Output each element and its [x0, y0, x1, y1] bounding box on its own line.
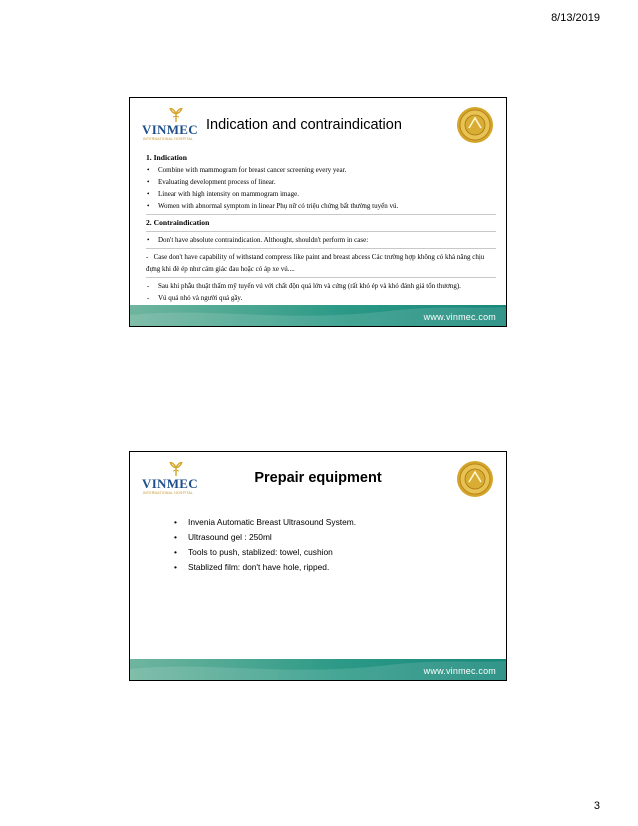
bird-icon	[168, 108, 184, 123]
list-item: • Combine with mammogram for breast cancer screening every year.	[146, 164, 496, 176]
list-item: • Evaluating development process of linear.	[146, 176, 496, 188]
print-date: 8/13/2019	[551, 12, 600, 24]
divider	[146, 231, 496, 232]
slide-body	[146, 152, 496, 316]
divider	[146, 214, 496, 215]
gold-seal-icon	[456, 460, 494, 498]
logo-wordmark: VINMEC	[142, 476, 198, 491]
indication-heading: 1. Indication	[146, 153, 187, 162]
contraindication-heading: 2. Contraindication	[146, 218, 210, 227]
logo-wordmark: VINMEC	[142, 122, 198, 137]
footer-url: www.vinmec.com	[423, 666, 496, 676]
list-item: • Linear with high intensity on mammogram image.	[146, 188, 496, 200]
list-item: • Women with abnormal symptom in linear Phụ nữ có triệu chứng bất thường tuyến vú.	[146, 200, 496, 212]
page-number: 3	[593, 800, 600, 812]
dash-prefix: -	[146, 253, 154, 261]
divider	[146, 248, 496, 249]
footer-url: www.vinmec.com	[423, 312, 496, 322]
list-item: • Stablized film: don't have hole, ripped.	[174, 560, 356, 575]
equipment-list	[174, 515, 356, 575]
slide-body	[174, 515, 356, 575]
dash-item: - Vú quá nhỏ và người quá gầy.	[147, 294, 243, 302]
list-item: • Tools to push, stablized: towel, cushion	[174, 545, 356, 560]
indication-list	[146, 164, 496, 212]
list-item: • Don't have absolute contraindication. Althought, shouldn't perform in case:	[146, 234, 496, 246]
divider	[146, 277, 496, 278]
slide-title: Prepair equipment	[254, 470, 382, 486]
gold-seal-icon	[456, 106, 494, 144]
list-item: • Ultrasound gel : 250ml	[174, 530, 356, 545]
vinmec-logo	[142, 108, 206, 144]
slide-indication	[129, 97, 507, 327]
contraindication-list	[146, 234, 496, 246]
footer-bar	[130, 659, 506, 680]
dash-paragraph: - Case don't have capability of withstand compress like paint and breast abcess Các trường hợp không có khả năng chịu đựng khi đè ép như cảm giác đau hoặc có áp xe vú....	[146, 253, 485, 273]
logo-subtitle: INTERNATIONAL HOSPITAL	[143, 137, 194, 141]
slide-equipment	[129, 451, 507, 681]
list-item: • Invenia Automatic Breast Ultrasound System.	[174, 515, 356, 530]
logo-subtitle: INTERNATIONAL HOSPITAL	[143, 491, 194, 495]
dash-item: - Sau khi phẫu thuật thẩm mỹ tuyến vú với chất độn quá lớn và cứng (rất khó ép và khó đánh giá tổn thương).	[147, 282, 461, 290]
slide-title: Indication and contraindication	[206, 117, 402, 133]
footer-bar	[130, 305, 506, 326]
